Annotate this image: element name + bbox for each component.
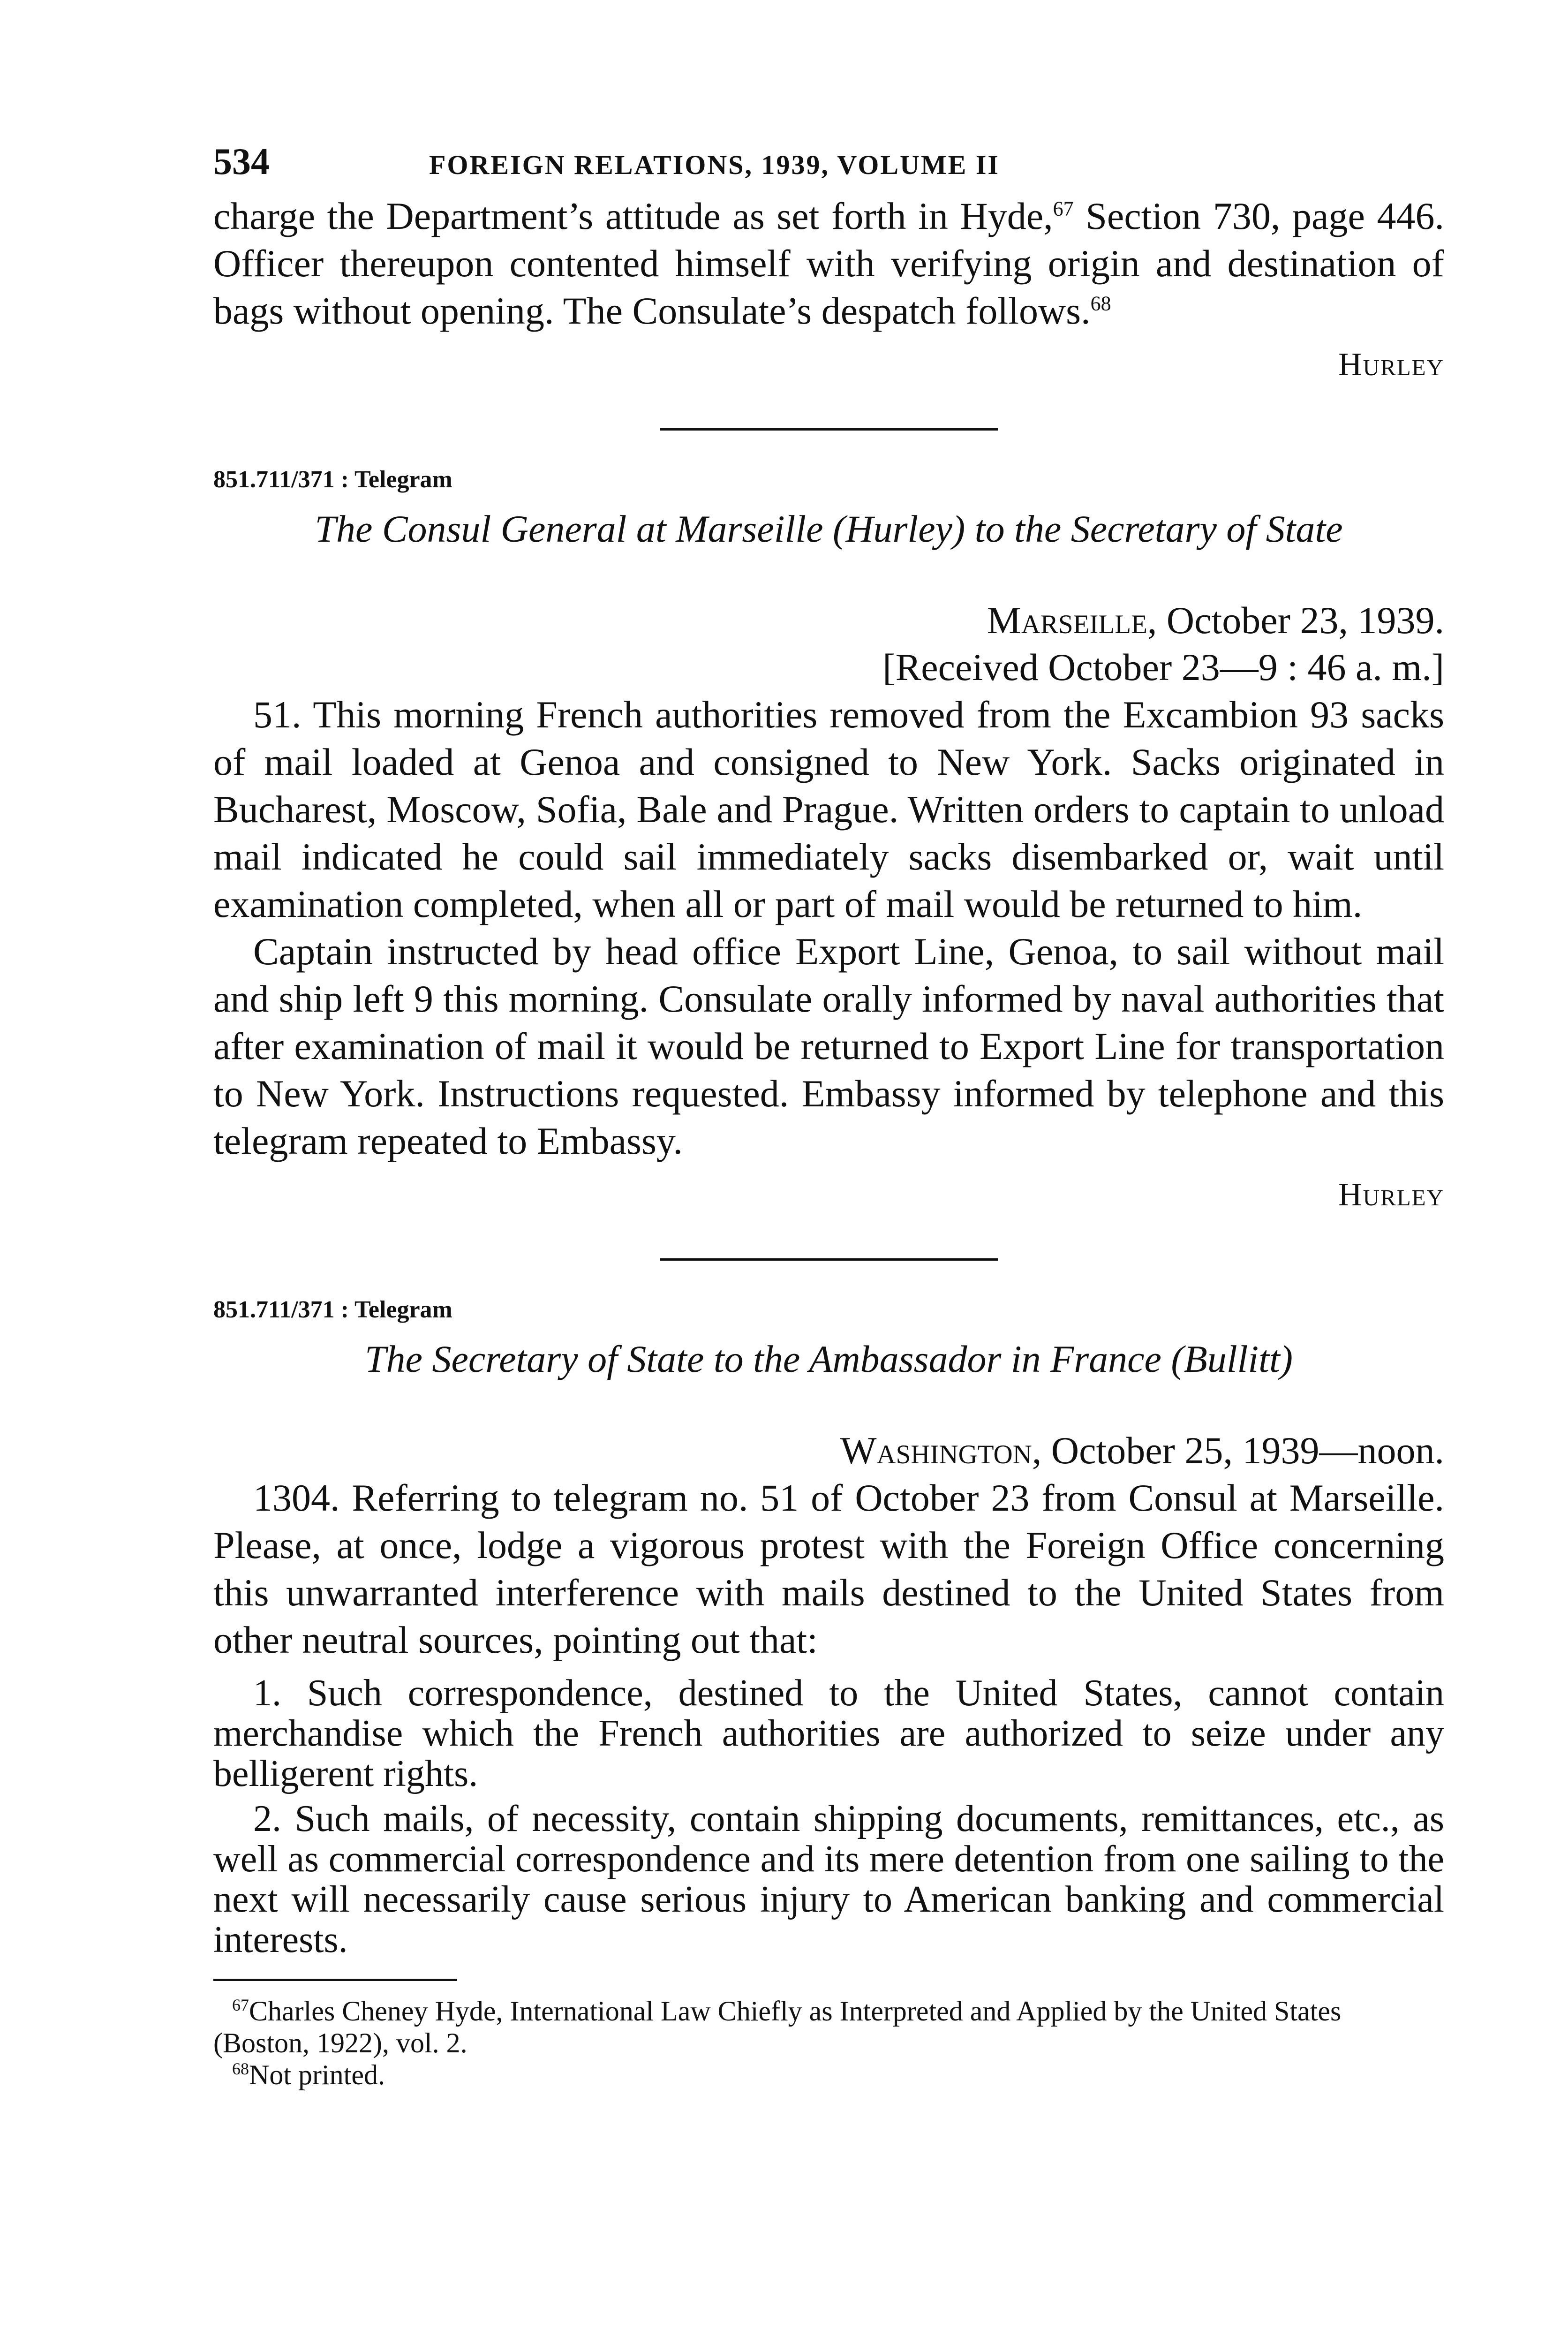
telegram-1-dateline [213, 597, 1444, 691]
footnote-text: Charles Cheney Hyde, International Law Chiefly as Interpreted and Applied by the United States (Boston, 1922), vol. 2. [213, 1996, 1342, 2058]
telegram-1-title: The Consul General at Marseille (Hurley) to the Secretary of State [315, 507, 1343, 550]
footnote-divider [213, 1979, 457, 1981]
footnote-67 [213, 1995, 1444, 2059]
running-title: FOREIGN RELATIONS, 1939, VOLUME II [429, 150, 1000, 180]
telegram-2-title: The Secretary of State to the Ambassador in France (Bullitt) [364, 1338, 1293, 1380]
telegram-1-paragraph: 51. This morning French authorities removed from the Excambion 93 sacks of mail loaded at Genoa and consigned to New York. Sacks originated in Bucharest, Moscow, Sofia, Bale and Prague. Written orders to captain to unload mail indicated he could sail immediately sacks disembarked or, wait until examination completed, when all or part of mail would be returned to him. [213, 693, 1444, 925]
footnote-text: Not printed. [249, 2059, 385, 2090]
telegram-2-date: , October 25, 1939—noon. [1032, 1429, 1444, 1472]
continuation-text-2: Section 730, page 446. Officer thereupon contented himself with verifying origin and destination of bags without opening. The Consulate’s despatch follows. [213, 195, 1444, 332]
page-number: 534 [213, 141, 270, 182]
telegram-2-dateline [213, 1427, 1444, 1474]
continuation-paragraph [213, 192, 1444, 334]
section-divider [660, 1258, 998, 1261]
section-divider [660, 428, 998, 431]
telegram-1-date: , October 23, 1939. [1147, 599, 1444, 642]
telegram-1-file-ref: 851.711/371 : Telegram [213, 466, 452, 493]
telegram-2-place: Washington [840, 1429, 1032, 1472]
footnote-68 [213, 2059, 1444, 2091]
footnote-ref-67[interactable]: 67 [1053, 197, 1074, 220]
footnote-ref-68[interactable]: 68 [1090, 292, 1111, 315]
telegram-1-paragraph: Captain instructed by head office Export Line, Genoa, to sail without mail and ship left 9 this morning. Consulate orally informed by naval authorities that after examination of mail it would be returned to Export Line for transportation to New York. Instructions requested. Embassy informed by telephone and this telegram repeated to Embassy. [213, 930, 1444, 1162]
telegram-1-place: Marseille [987, 599, 1147, 642]
telegram-2-file-ref: 851.711/371 : Telegram [213, 1296, 452, 1323]
footnote-mark: 67 [232, 1996, 249, 2014]
protest-point-2: 2. Such mails, of necessity, contain shipping documents, remittances, etc., as well as commercial correspondence and its mere detention from one sailing to the next will necessarily cause serious injury to American banking and commercial interests. [213, 1798, 1444, 1960]
running-head [213, 141, 1444, 192]
continuation-text-1: charge the Department’s attitude as set forth in Hyde, [213, 195, 1053, 237]
footnote-mark: 68 [232, 2059, 249, 2078]
signature-hurley-1: Hurley [1338, 347, 1444, 383]
page-content [213, 141, 1444, 2091]
signature-hurley-2: Hurley [1338, 1177, 1444, 1213]
telegram-1-received: [Received October 23—9 : 46 a. m.] [882, 646, 1444, 688]
telegram-2-paragraph: 1304. Referring to telegram no. 51 of October 23 from Consul at Marseille. Please, at once, lodge a vigorous protest with the Foreign Office concerning this unwarranted interference with mails destined to the United States from other neutral sources, pointing out that: [213, 1476, 1444, 1661]
protest-point-1: 1. Such correspondence, destined to the United States, cannot contain merchandise which the French authorities are authorized to seize under any belligerent rights. [213, 1672, 1444, 1794]
